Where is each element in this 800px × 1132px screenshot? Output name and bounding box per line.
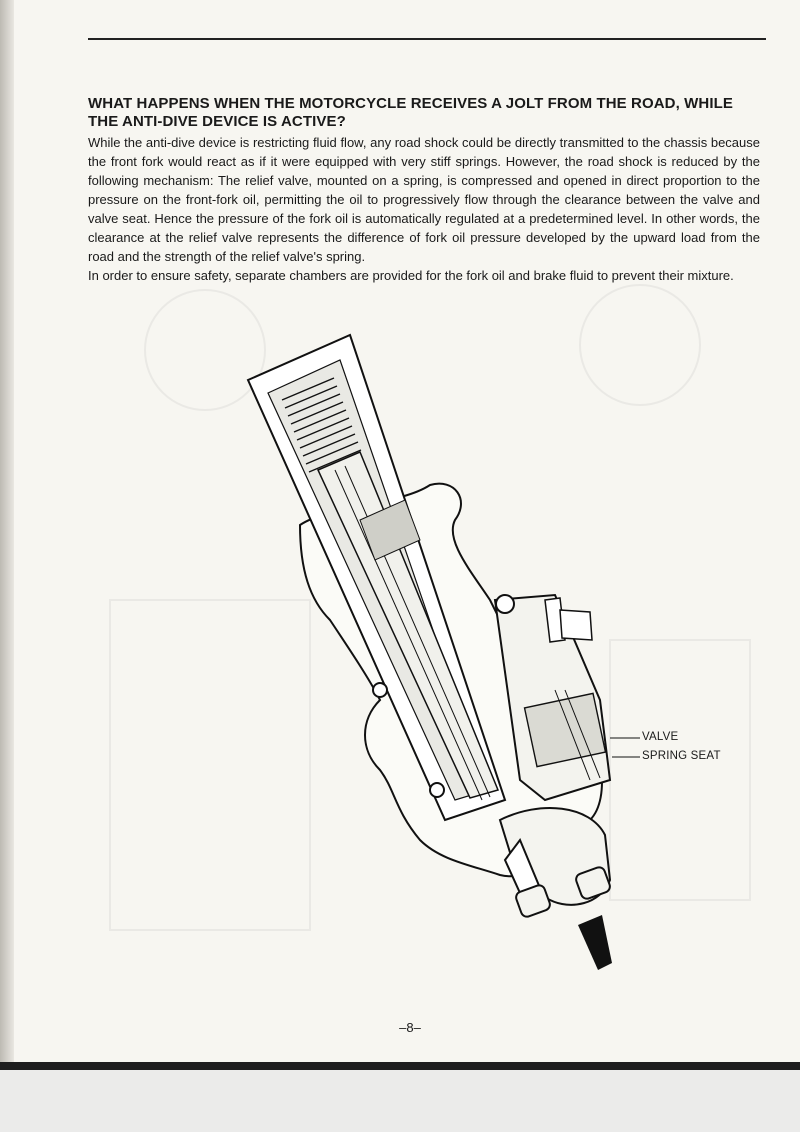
scan-edge (0, 1062, 800, 1070)
page-number: –8– (399, 1020, 421, 1035)
valve-label: VALVE (642, 731, 679, 743)
scan-background (0, 1070, 800, 1132)
top-rule (88, 38, 766, 40)
paragraph-1: While the anti-dive device is restricting fluid flow, any road shock could be directly transmitted to the chassis because the front fork would react as if it were equipped with very stiff springs. However, the road shock is reduced by the following mechanism: The relief valve, mounted on a spring, is compressed and opened in direct proportion to the pressure on the front-fork oil, permitting the oil to progressively flow through the clearance between the valve and valve seat. Hence the pressure of the fork oil is automatically regulated at a predetermined level. In other words, the clearance at the relief valve represents the difference of fork oil pressure developed by the upward load from the road and the strength of the relief valve's spring. (88, 135, 760, 264)
paragraph-2: In order to ensure safety, separate chambers are provided for the fork oil and brake fluid to prevent their mixture. (88, 268, 734, 283)
page-binding-shadow (0, 0, 14, 1062)
spring-seat-label: SPRING SEAT (642, 750, 721, 762)
body-text (88, 133, 760, 285)
section-heading: WHAT HAPPENS WHEN THE MOTORCYCLE RECEIVES A JOLT FROM THE ROAD, WHILE THE ANTI-DIVE DEVICE IS ACTIVE? (88, 95, 733, 130)
